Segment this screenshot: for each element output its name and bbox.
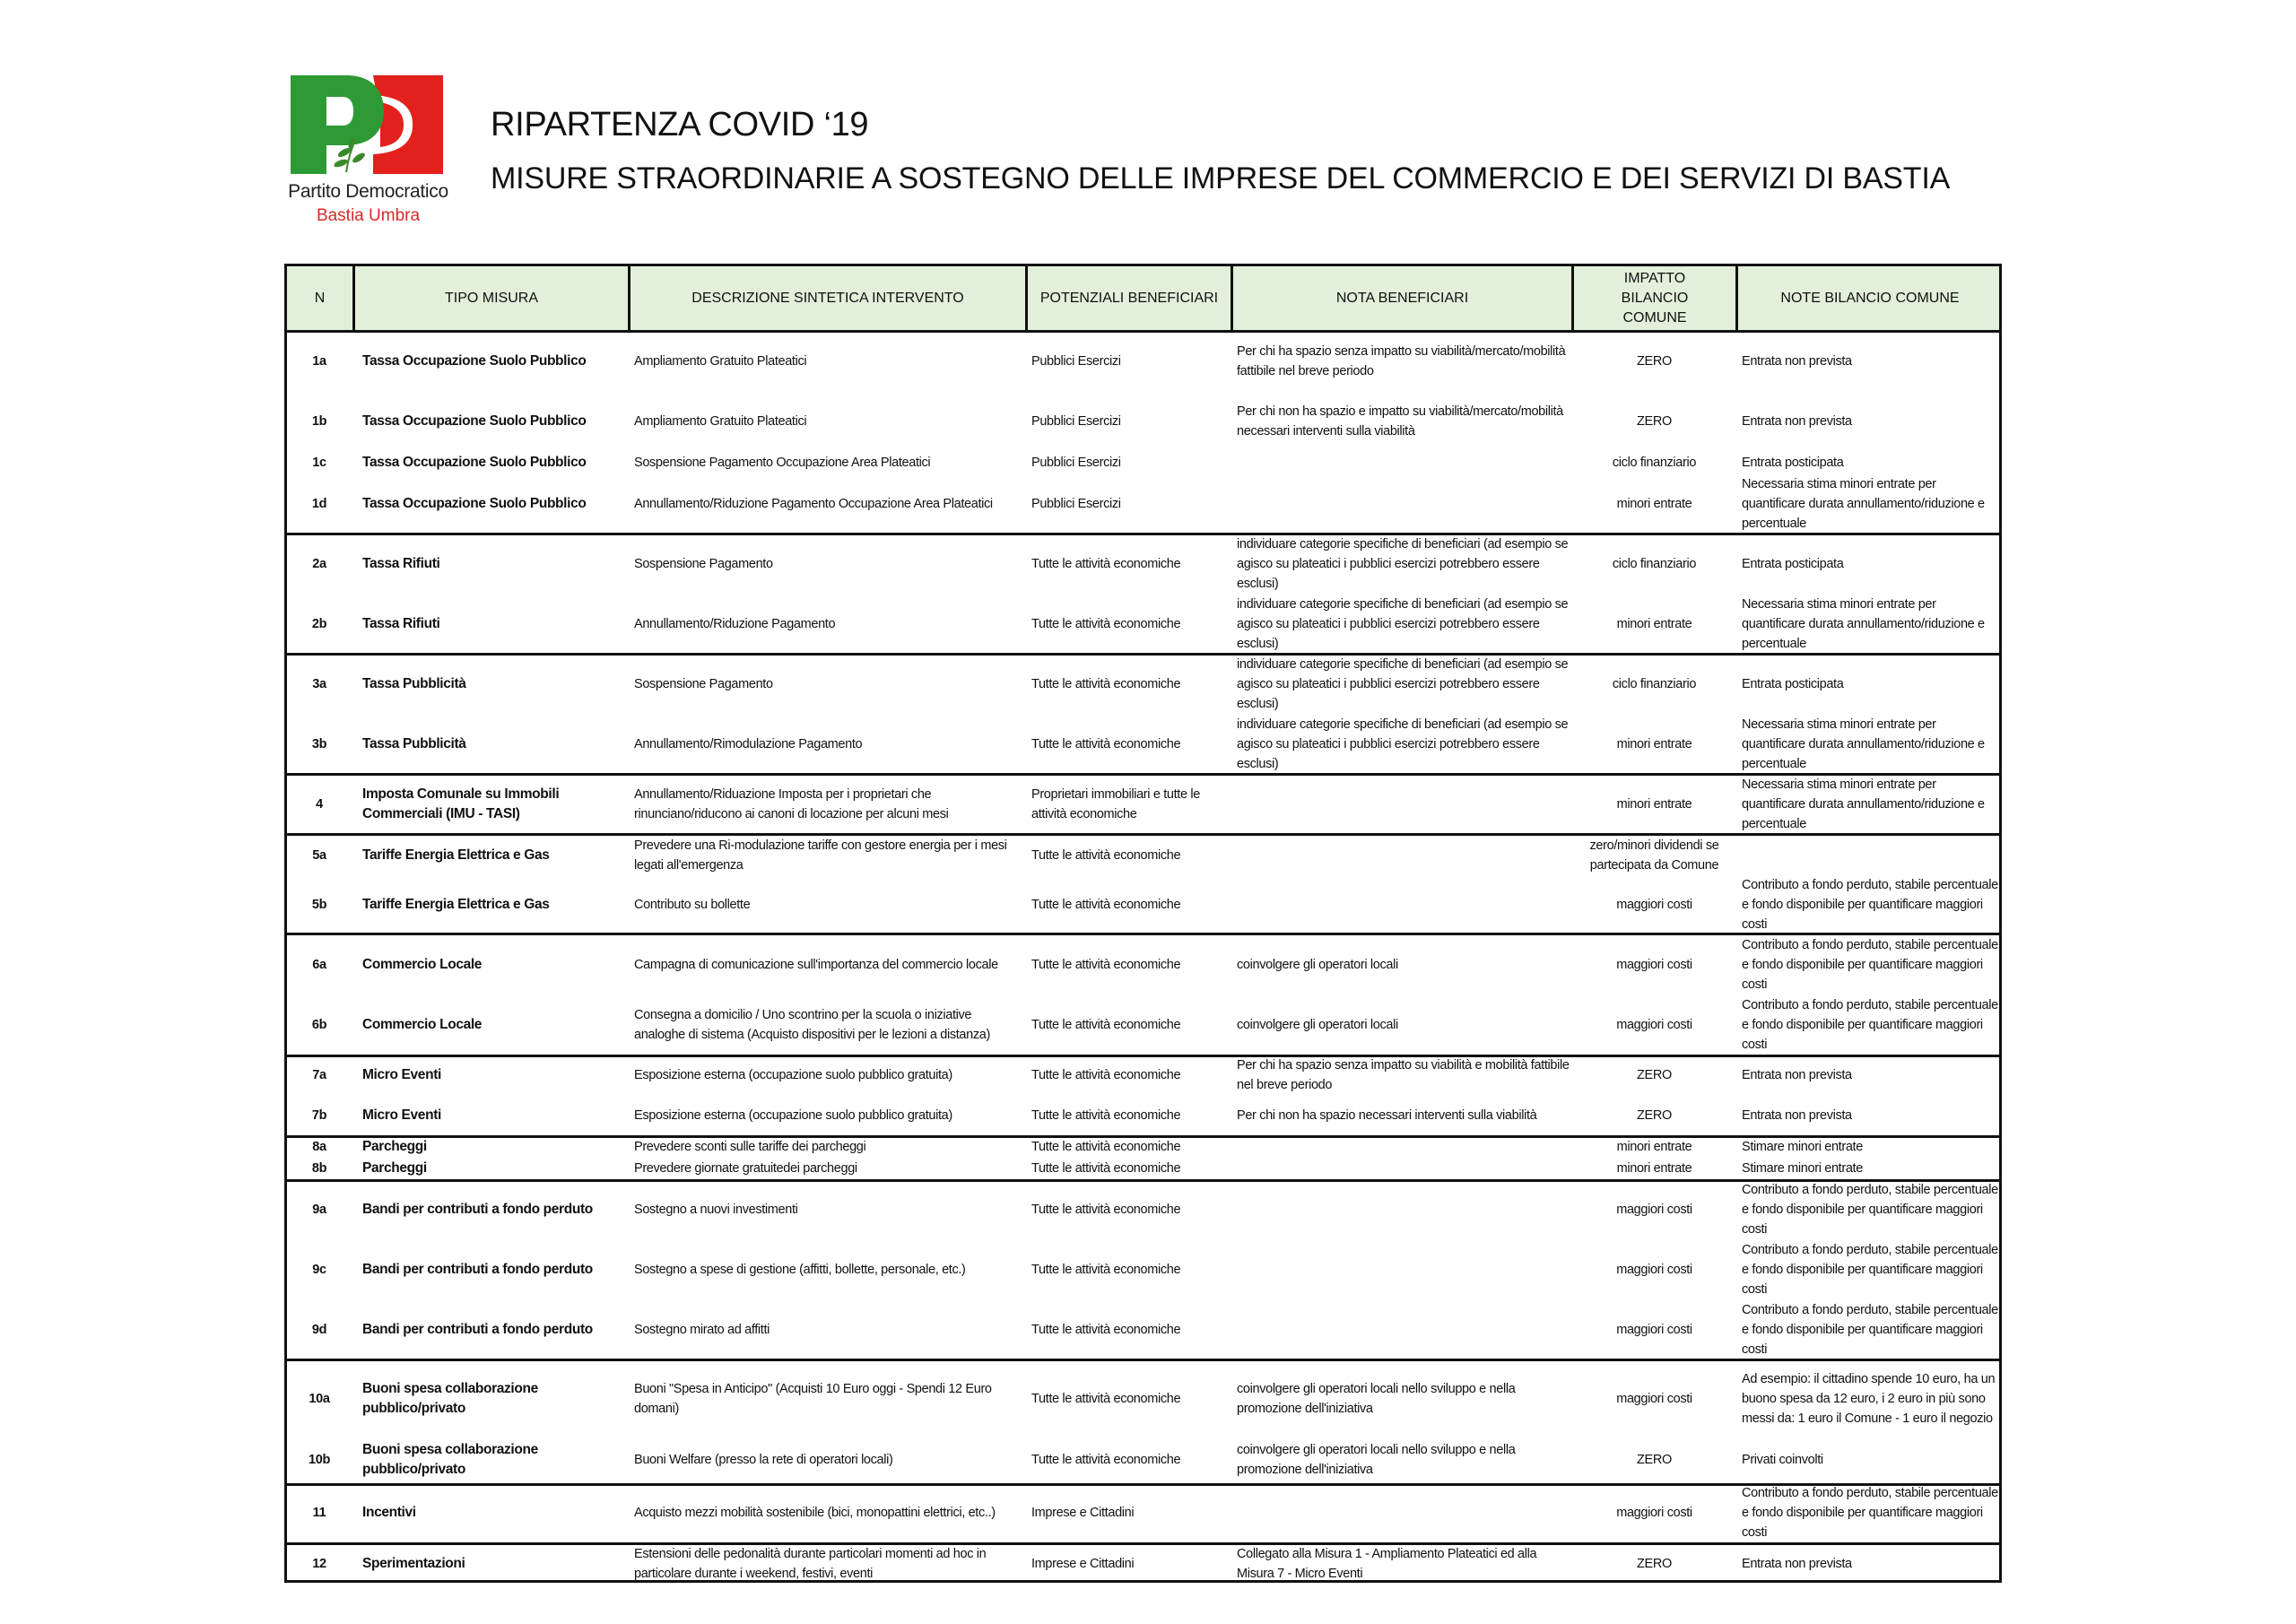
cell-potenziali-beneficiari-text: Tutte le attività economiche	[1031, 1161, 1181, 1176]
cell-n	[287, 534, 355, 595]
cell-note-bilancio	[1742, 714, 2002, 775]
cell-descrizione-text: Annullamento/Riduzione Pagamento	[634, 617, 836, 631]
cell-descrizione-text: Consegna a domicilio / Uno scontrino per la scuola o iniziative analoghe di sistema (Acquisto dispositivi per le lezioni a distanza)	[634, 1008, 990, 1042]
cell-potenziali-beneficiari-text: Tutte le attività economiche	[1031, 848, 1181, 863]
cell-descrizione	[634, 1368, 1028, 1429]
cell-descrizione	[634, 534, 1028, 595]
cell-potenziali-beneficiari-text: Tutte le attività economiche	[1031, 1323, 1181, 1337]
cell-n-text: 11	[312, 1506, 326, 1520]
column-header-impatto-bilancio: IMPATTO BILANCIO COMUNE	[1574, 266, 1738, 330]
row-group	[287, 533, 1999, 656]
cell-tipo-misura	[362, 1368, 631, 1429]
cell-tipo-misura-text: Tassa Occupazione Suolo Pubblico	[362, 353, 587, 369]
cell-impatto-bilancio-text: ciclo finanziario	[1612, 456, 1697, 470]
cell-n-text: 8a	[312, 1140, 326, 1154]
cell-potenziali-beneficiari-text: Tutte le attività economiche	[1031, 677, 1181, 691]
cell-potenziali-beneficiari-text: Tutte le attività economiche	[1031, 1108, 1181, 1123]
cell-tipo-misura-text: Sperimentazioni	[362, 1556, 465, 1571]
cell-descrizione	[634, 473, 1028, 534]
cell-descrizione-text: Esposizione esterna (occupazione suolo pubblico gratuita)	[634, 1108, 952, 1123]
cell-nota-beneficiari	[1237, 1368, 1574, 1429]
cell-note-bilancio	[1742, 331, 2002, 392]
logo-brand-text: Partito Democratico	[288, 181, 448, 202]
cell-nota-beneficiari	[1237, 534, 1574, 595]
cell-descrizione	[634, 1429, 1028, 1490]
table-row	[287, 1179, 1999, 1240]
cell-tipo-misura	[362, 1299, 631, 1360]
cell-nota-beneficiari-text: Per chi non ha spazio necessari interventi sulla viabilità	[1237, 1108, 1537, 1123]
cell-tipo-misura-text: Tassa Pubblicità	[362, 736, 466, 751]
cell-tipo-misura	[362, 714, 631, 775]
cell-tipo-misura-text: Bandi per contributi a fondo perduto	[362, 1202, 593, 1217]
table-row	[287, 473, 1999, 534]
cell-note-bilancio	[1742, 1533, 2002, 1594]
cell-potenziali-beneficiari	[1031, 331, 1233, 392]
cell-n	[287, 594, 355, 655]
cell-potenziali-beneficiari-text: Imprese e Cittadini	[1031, 1557, 1135, 1571]
logo-place-text: Bastia Umbra	[316, 206, 421, 225]
cell-potenziali-beneficiari-text: Tutte le attività economiche	[1031, 1453, 1181, 1467]
cell-descrizione	[634, 1299, 1028, 1360]
cell-tipo-misura-text: Tassa Occupazione Suolo Pubblico	[362, 496, 587, 511]
cell-n	[287, 1299, 355, 1360]
cell-note-bilancio-text: Contributo a fondo perduto, stabile percentuale e fondo disponibile per quantificare maggiori costi	[1742, 1486, 1998, 1540]
cell-impatto-bilancio-text: minori entrate	[1616, 1161, 1692, 1176]
cell-nota-beneficiari	[1237, 714, 1574, 775]
cell-tipo-misura-text: Commercio Locale	[362, 957, 483, 972]
cell-tipo-misura-text: Bandi per contributi a fondo perduto	[362, 1322, 593, 1337]
cell-impatto-bilancio-text: minori entrate	[1616, 797, 1692, 812]
table-row	[287, 331, 1999, 392]
cell-descrizione	[634, 654, 1028, 715]
cell-impatto-bilancio-text: ZERO	[1637, 1068, 1672, 1082]
pd-logo-icon	[291, 75, 443, 174]
cell-potenziali-beneficiari-text: Tutte le attività economiche	[1031, 1203, 1181, 1217]
cell-tipo-misura-text: Micro Eventi	[362, 1107, 441, 1123]
cell-n-text: 9c	[312, 1263, 326, 1277]
cell-nota-beneficiari	[1237, 874, 1574, 935]
cell-n-text: 1a	[312, 354, 326, 369]
cell-descrizione-text: Annullamento/Riduzione Pagamento Occupazione Area Plateatici	[634, 497, 993, 511]
cell-descrizione-text: Estensioni delle pedonalità durante particolari momenti ad hoc in particolare durante i weekend, festivi, eventi	[634, 1547, 987, 1581]
cell-potenziali-beneficiari	[1031, 934, 1233, 995]
cell-n	[287, 714, 355, 775]
cell-descrizione-text: Buoni Welfare (presso la rete di operatori locali)	[634, 1453, 893, 1467]
cell-n-text: 9d	[311, 1323, 327, 1337]
cell-nota-beneficiari-text: coinvolgere gli operatori locali	[1237, 1018, 1398, 1032]
cell-n-text: 8b	[311, 1161, 327, 1176]
cell-descrizione-text: Prevedere giornate gratuitedei parcheggi	[634, 1161, 857, 1176]
cell-descrizione-text: Annullamento/Rimodulazione Pagamento	[634, 737, 863, 751]
cell-potenziali-beneficiari	[1031, 654, 1233, 715]
party-logo	[285, 75, 451, 228]
cell-tipo-misura-text: Parcheggi	[362, 1160, 427, 1176]
cell-potenziali-beneficiari	[1031, 473, 1233, 534]
cell-potenziali-beneficiari-text: Imprese e Cittadini	[1031, 1506, 1135, 1520]
cell-descrizione	[634, 1239, 1028, 1300]
cell-potenziali-beneficiari	[1031, 714, 1233, 775]
cell-note-bilancio	[1742, 1239, 2002, 1300]
cell-note-bilancio-text: Entrata posticipata	[1742, 557, 1844, 571]
column-header-nota-beneficiari: NOTA BENEFICIARI	[1233, 266, 1574, 330]
cell-n-text: 3b	[311, 737, 327, 751]
cell-impatto-bilancio	[1574, 594, 1738, 655]
cell-potenziali-beneficiari-text: Pubblici Esercizi	[1031, 497, 1121, 511]
cell-potenziali-beneficiari-text: Tutte le attività economiche	[1031, 557, 1181, 571]
row-group	[287, 1179, 1999, 1361]
cell-tipo-misura	[362, 594, 631, 655]
cell-impatto-bilancio-text: ZERO	[1637, 414, 1672, 429]
cell-impatto-bilancio	[1574, 473, 1738, 534]
cell-nota-beneficiari-text: coinvolgere gli operatori locali	[1237, 958, 1398, 972]
cell-nota-beneficiari-text: individuare categorie specifiche di beneficiari (ad esempio se agisco su plateatici i pubblici esercizi potrebbero essere esclusi)	[1237, 597, 1569, 651]
table-row	[287, 934, 1999, 995]
cell-descrizione-text: Sostegno a nuovi investimenti	[634, 1203, 798, 1217]
cell-tipo-misura-text: Micro Eventi	[362, 1067, 441, 1082]
cell-n	[287, 874, 355, 935]
cell-descrizione-text: Sostegno a spese di gestione (affitti, bollette, personale, etc.)	[634, 1263, 966, 1277]
cell-impatto-bilancio-text: maggiori costi	[1616, 1323, 1692, 1337]
cell-nota-beneficiari	[1237, 1429, 1574, 1490]
cell-n	[287, 473, 355, 534]
table-row	[287, 874, 1999, 935]
cell-potenziali-beneficiari	[1031, 1239, 1233, 1300]
cell-potenziali-beneficiari	[1031, 1533, 1233, 1594]
cell-note-bilancio-text: Ad esempio: il cittadino spende 10 euro, ha un buono spesa da 12 euro, i 2 euro in più sono messi da: 1 euro il Comune - 1 euro il negozio	[1742, 1372, 1996, 1426]
cell-potenziali-beneficiari-text: Pubblici Esercizi	[1031, 354, 1121, 369]
cell-note-bilancio-text: Contributo a fondo perduto, stabile percentuale e fondo disponibile per quantificare maggiori costi	[1742, 1243, 1998, 1297]
page-subtitle: MISURE STRAORDINARIE A SOSTEGNO DELLE IMPRESE DEL COMMERCIO E DEI SERVIZI DI BASTIA	[491, 161, 1951, 195]
page-title: RIPARTENZA COVID ‘19	[491, 106, 869, 143]
cell-n-text: 7b	[311, 1108, 327, 1123]
cell-note-bilancio	[1742, 534, 2002, 595]
cell-n	[287, 654, 355, 715]
cell-nota-beneficiari	[1237, 331, 1574, 392]
cell-impatto-bilancio	[1574, 654, 1738, 715]
cell-impatto-bilancio	[1574, 1533, 1738, 1594]
cell-impatto-bilancio	[1574, 1429, 1738, 1490]
table-row	[287, 1368, 1999, 1429]
cell-nota-beneficiari	[1237, 1239, 1574, 1300]
cell-n-text: 1c	[312, 456, 326, 470]
cell-impatto-bilancio	[1574, 1239, 1738, 1300]
cell-n-text: 3a	[312, 677, 326, 691]
cell-potenziali-beneficiari-text: Tutte le attività economiche	[1031, 1018, 1181, 1032]
cell-tipo-misura	[362, 1179, 631, 1240]
cell-tipo-misura-text: Tassa Rifiuti	[362, 556, 440, 571]
cell-note-bilancio-text: Necessaria stima minori entrate per quantificare durata annullamento/riduzione e percentuale	[1742, 597, 1985, 651]
cell-note-bilancio-text: Stimare minori entrate	[1742, 1140, 1863, 1154]
cell-descrizione-text: Ampliamento Gratuito Plateatici	[634, 414, 807, 429]
cell-descrizione	[634, 331, 1028, 392]
cell-descrizione	[634, 1179, 1028, 1240]
cell-descrizione-text: Sospensione Pagamento Occupazione Area Plateatici	[634, 456, 931, 470]
cell-descrizione	[634, 1533, 1028, 1594]
cell-note-bilancio-text: Stimare minori entrate	[1742, 1161, 1863, 1176]
cell-tipo-misura	[362, 654, 631, 715]
cell-impatto-bilancio	[1574, 1179, 1738, 1240]
cell-tipo-misura-text: Tassa Occupazione Suolo Pubblico	[362, 413, 587, 429]
column-header-potenziali-beneficiari: POTENZIALI BENEFICIARI	[1028, 266, 1233, 330]
cell-nota-beneficiari	[1237, 934, 1574, 995]
cell-tipo-misura-text: Tariffe Energia Elettrica e Gas	[362, 897, 550, 912]
cell-potenziali-beneficiari-text: Tutte le attività economiche	[1031, 737, 1181, 751]
column-header-tipo-misura: TIPO MISURA	[355, 266, 631, 330]
cell-descrizione-text: Prevedere una Ri-modulazione tariffe con gestore energia per i mesi legati all'emergenza	[634, 838, 1007, 873]
row-group	[287, 833, 1999, 935]
cell-impatto-bilancio-text: ZERO	[1637, 1453, 1672, 1467]
cell-tipo-misura-text: Parcheggi	[362, 1139, 427, 1154]
cell-nota-beneficiari-text: individuare categorie specifiche di beneficiari (ad esempio se agisco su plateatici i pubblici esercizi potrebbero essere esclusi)	[1237, 537, 1569, 591]
cell-nota-beneficiari	[1237, 473, 1574, 534]
cell-n	[287, 1239, 355, 1300]
cell-nota-beneficiari-text: Collegato alla Misura 1 - Ampliamento Plateatici ed alla Misura 7 - Micro Eventi	[1237, 1547, 1537, 1581]
cell-note-bilancio-text: Entrata non prevista	[1742, 1068, 1852, 1082]
cell-note-bilancio-text: Necessaria stima minori entrate per quantificare durata annullamento/riduzione e percentuale	[1742, 477, 1985, 531]
cell-note-bilancio-text: Entrata non prevista	[1742, 414, 1852, 429]
cell-n-text: 10a	[309, 1392, 330, 1406]
cell-note-bilancio-text: Contributo a fondo perduto, stabile percentuale e fondo disponibile per quantificare maggiori costi	[1742, 998, 1998, 1052]
cell-impatto-bilancio-text: ciclo finanziario	[1612, 677, 1697, 691]
cell-n-text: 6a	[312, 958, 326, 972]
cell-n-text: 1d	[311, 497, 327, 511]
table-row	[287, 1533, 1999, 1594]
cell-potenziali-beneficiari-text: Tutte le attività economiche	[1031, 1392, 1181, 1406]
cell-note-bilancio-text: Entrata posticipata	[1742, 677, 1844, 691]
cell-potenziali-beneficiari-text: Pubblici Esercizi	[1031, 456, 1121, 470]
cell-descrizione-text: Annullamento/Riduazione Imposta per i proprietari che rinunciano/riducono ai canoni di locazione per alcuni mesi	[634, 787, 949, 821]
table-header	[287, 266, 1999, 333]
cell-note-bilancio-text: Entrata non prevista	[1742, 1557, 1852, 1571]
cell-impatto-bilancio	[1574, 714, 1738, 775]
cell-tipo-misura-text: Imposta Comunale su Immobili Commerciali (IMU - TASI)	[362, 786, 560, 821]
cell-note-bilancio	[1742, 1299, 2002, 1360]
cell-nota-beneficiari-text: individuare categorie specifiche di beneficiari (ad esempio se agisco su plateatici i pubblici esercizi potrebbero essere esclusi)	[1237, 657, 1569, 711]
row-group	[287, 1359, 1999, 1486]
cell-note-bilancio	[1742, 654, 2002, 715]
cell-tipo-misura-text: Tassa Occupazione Suolo Pubblico	[362, 455, 587, 470]
cell-tipo-misura	[362, 1239, 631, 1300]
cell-nota-beneficiari	[1237, 594, 1574, 655]
cell-n-text: 12	[312, 1557, 326, 1571]
cell-note-bilancio	[1742, 874, 2002, 935]
cell-note-bilancio	[1742, 1429, 2002, 1490]
table-row	[287, 594, 1999, 655]
cell-nota-beneficiari	[1237, 1179, 1574, 1240]
cell-impatto-bilancio-text: minori entrate	[1616, 617, 1692, 631]
cell-note-bilancio-text: Contributo a fondo perduto, stabile percentuale e fondo disponibile per quantificare maggiori costi	[1742, 938, 1998, 992]
cell-n	[287, 1179, 355, 1240]
cell-impatto-bilancio-text: maggiori costi	[1616, 1392, 1692, 1406]
cell-nota-beneficiari-text: coinvolgere gli operatori locali nello sviluppo e nella promozione dell'iniziativa	[1237, 1443, 1516, 1477]
cell-note-bilancio	[1742, 1368, 2002, 1429]
cell-impatto-bilancio	[1574, 934, 1738, 995]
row-group	[287, 653, 1999, 776]
cell-note-bilancio	[1742, 594, 2002, 655]
cell-note-bilancio-text: Entrata non prevista	[1742, 1108, 1852, 1123]
cell-nota-beneficiari	[1237, 1533, 1574, 1594]
cell-descrizione-text: Sospensione Pagamento	[634, 677, 773, 691]
cell-n-text: 5a	[312, 848, 326, 863]
cell-tipo-misura	[362, 331, 631, 392]
cell-descrizione	[634, 934, 1028, 995]
cell-descrizione-text: Sospensione Pagamento	[634, 557, 773, 571]
cell-n-text: 1b	[311, 414, 327, 429]
cell-tipo-misura-text: Incentivi	[362, 1505, 416, 1520]
cell-note-bilancio-text: Necessaria stima minori entrate per quantificare durata annullamento/riduzione e percentuale	[1742, 777, 1985, 831]
cell-impatto-bilancio-text: ZERO	[1637, 354, 1672, 369]
cell-potenziali-beneficiari-text: Tutte le attività economiche	[1031, 617, 1181, 631]
cell-note-bilancio-text: Contributo a fondo perduto, stabile percentuale e fondo disponibile per quantificare maggiori costi	[1742, 1183, 1998, 1237]
cell-impatto-bilancio	[1574, 874, 1738, 935]
cell-potenziali-beneficiari	[1031, 534, 1233, 595]
table-row	[287, 714, 1999, 775]
cell-nota-beneficiari-text: coinvolgere gli operatori locali nello sviluppo e nella promozione dell'iniziativa	[1237, 1382, 1516, 1416]
cell-impatto-bilancio-text: maggiori costi	[1616, 898, 1692, 912]
cell-nota-beneficiari-text: Per chi ha spazio senza impatto su viabilità/mercato/mobilità fattibile nel breve periodo	[1237, 344, 1566, 378]
cell-potenziali-beneficiari	[1031, 874, 1233, 935]
cell-potenziali-beneficiari	[1031, 1368, 1233, 1429]
cell-potenziali-beneficiari-text: Tutte le attività economiche	[1031, 1140, 1181, 1154]
cell-impatto-bilancio-text: zero/minori dividendi se partecipata da Comune	[1589, 838, 1719, 873]
cell-potenziali-beneficiari-text: Tutte le attività economiche	[1031, 1068, 1181, 1082]
cell-tipo-misura-text: Bandi per contributi a fondo perduto	[362, 1262, 593, 1277]
cell-n	[287, 1429, 355, 1490]
cell-potenziali-beneficiari	[1031, 1179, 1233, 1240]
cell-n	[287, 1533, 355, 1594]
cell-note-bilancio-text: Necessaria stima minori entrate per quantificare durata annullamento/riduzione e percentuale	[1742, 717, 1985, 771]
cell-descrizione-text: Sostegno mirato ad affitti	[634, 1323, 770, 1337]
cell-potenziali-beneficiari-text: Pubblici Esercizi	[1031, 414, 1121, 429]
cell-descrizione-text: Esposizione esterna (occupazione suolo pubblico gratuita)	[634, 1068, 952, 1082]
cell-impatto-bilancio-text: maggiori costi	[1616, 1018, 1692, 1032]
table-row	[287, 1299, 1999, 1360]
cell-n-text: 6b	[311, 1018, 327, 1032]
cell-impatto-bilancio-text: minori entrate	[1616, 497, 1692, 511]
column-header-descrizione: DESCRIZIONE SINTETICA INTERVENTO	[631, 266, 1028, 330]
cell-descrizione	[634, 594, 1028, 655]
cell-potenziali-beneficiari	[1031, 1299, 1233, 1360]
cell-n-text: 10b	[309, 1453, 330, 1467]
cell-tipo-misura-text: Commercio Locale	[362, 1017, 483, 1032]
cell-n-text: 4	[316, 797, 323, 812]
table-row	[287, 654, 1999, 715]
cell-n-text: 2b	[311, 617, 327, 631]
cell-nota-beneficiari-text: Per chi ha spazio senza impatto su viabilità e mobilità fattibile nel breve periodo	[1237, 1058, 1570, 1092]
cell-tipo-misura	[362, 934, 631, 995]
cell-tipo-misura-text: Buoni spesa collaborazione pubblico/privato	[362, 1381, 538, 1416]
cell-descrizione	[634, 874, 1028, 935]
table-row	[287, 1239, 1999, 1300]
cell-note-bilancio	[1742, 1179, 2002, 1240]
cell-note-bilancio-text: Privati coinvolti	[1742, 1453, 1823, 1467]
cell-nota-beneficiari	[1237, 1299, 1574, 1360]
cell-impatto-bilancio-text: ZERO	[1637, 1108, 1672, 1123]
cell-n-text: 5b	[311, 898, 327, 912]
cell-descrizione-text: Prevedere sconti sulle tariffe dei parcheggi	[634, 1140, 866, 1154]
cell-potenziali-beneficiari-text: Tutte le attività economiche	[1031, 1263, 1181, 1277]
cell-potenziali-beneficiari-text: Tutte le attività economiche	[1031, 958, 1181, 972]
cell-impatto-bilancio	[1574, 534, 1738, 595]
cell-impatto-bilancio-text: maggiori costi	[1616, 1263, 1692, 1277]
cell-nota-beneficiari-text: individuare categorie specifiche di beneficiari (ad esempio se agisco su plateatici i pubblici esercizi potrebbero essere esclusi)	[1237, 717, 1569, 771]
row-group	[287, 933, 1999, 1057]
cell-impatto-bilancio-text: maggiori costi	[1616, 1506, 1692, 1520]
cell-impatto-bilancio	[1574, 1299, 1738, 1360]
cell-tipo-misura	[362, 1429, 631, 1490]
cell-tipo-misura	[362, 534, 631, 595]
cell-tipo-misura-text: Tassa Pubblicità	[362, 676, 466, 691]
cell-descrizione	[634, 714, 1028, 775]
cell-descrizione-text: Ampliamento Gratuito Plateatici	[634, 354, 807, 369]
cell-note-bilancio-text: Contributo a fondo perduto, stabile percentuale e fondo disponibile per quantificare maggiori costi	[1742, 878, 1998, 932]
cell-descrizione-text: Contributo su bollette	[634, 898, 751, 912]
column-header-note-bilancio: NOTE BILANCIO COMUNE	[1780, 290, 1960, 306]
cell-impatto-bilancio-text: maggiori costi	[1616, 1203, 1692, 1217]
cell-impatto-bilancio	[1574, 331, 1738, 392]
cell-impatto-bilancio-text: ciclo finanziario	[1612, 557, 1697, 571]
cell-impatto-bilancio	[1574, 1368, 1738, 1429]
cell-impatto-bilancio-text: minori entrate	[1616, 1140, 1692, 1154]
cell-n-text: 2a	[312, 557, 326, 571]
cell-tipo-misura-text: Tariffe Energia Elettrica e Gas	[362, 847, 550, 863]
cell-note-bilancio-text: Entrata non prevista	[1742, 354, 1852, 369]
cell-impatto-bilancio-text: minori entrate	[1616, 737, 1692, 751]
cell-n	[287, 1368, 355, 1429]
cell-n	[287, 934, 355, 995]
cell-potenziali-beneficiari	[1031, 594, 1233, 655]
cell-note-bilancio	[1742, 473, 2002, 534]
cell-impatto-bilancio-text: maggiori costi	[1616, 958, 1692, 972]
cell-note-bilancio	[1742, 934, 2002, 995]
cell-potenziali-beneficiari	[1031, 1429, 1233, 1490]
cell-impatto-bilancio-text: ZERO	[1637, 1557, 1672, 1571]
cell-note-bilancio-text: Entrata posticipata	[1742, 456, 1844, 470]
cell-descrizione-text: Buoni "Spesa in Anticipo" (Acquisti 10 Euro oggi - Spendi 12 Euro domani)	[634, 1382, 992, 1416]
cell-n-text: 7a	[312, 1068, 326, 1082]
cell-tipo-misura	[362, 874, 631, 935]
cell-tipo-misura-text: Buoni spesa collaborazione pubblico/privato	[362, 1442, 538, 1477]
cell-descrizione-text: Campagna di comunicazione sull'importanza del commercio locale	[634, 958, 998, 972]
cell-potenziali-beneficiari-text: Proprietari immobiliari e tutte le attività economiche	[1031, 787, 1200, 821]
cell-note-bilancio-text: Contributo a fondo perduto, stabile percentuale e fondo disponibile per quantificare maggiori costi	[1742, 1303, 1998, 1357]
cell-potenziali-beneficiari-text: Tutte le attività economiche	[1031, 898, 1181, 912]
table-row	[287, 534, 1999, 595]
cell-n	[287, 331, 355, 392]
cell-tipo-misura	[362, 473, 631, 534]
cell-descrizione-text: Acquisto mezzi mobilità sostenibile (bici, monopattini elettrici, etc..)	[634, 1506, 996, 1520]
cell-n-text: 9a	[312, 1203, 326, 1217]
row-group	[287, 333, 1999, 535]
column-header-n: N	[287, 266, 355, 330]
cell-tipo-misura-text: Tassa Rifiuti	[362, 616, 440, 631]
measures-table	[284, 264, 2002, 1583]
row-group	[287, 1542, 1999, 1585]
table-row	[287, 1429, 1999, 1490]
cell-tipo-misura	[362, 1533, 631, 1594]
cell-nota-beneficiari	[1237, 654, 1574, 715]
cell-nota-beneficiari-text: Per chi non ha spazio e impatto su viabilità/mercato/mobilità necessari interventi sulla viabilità	[1237, 404, 1563, 439]
row-group	[287, 1135, 1999, 1182]
